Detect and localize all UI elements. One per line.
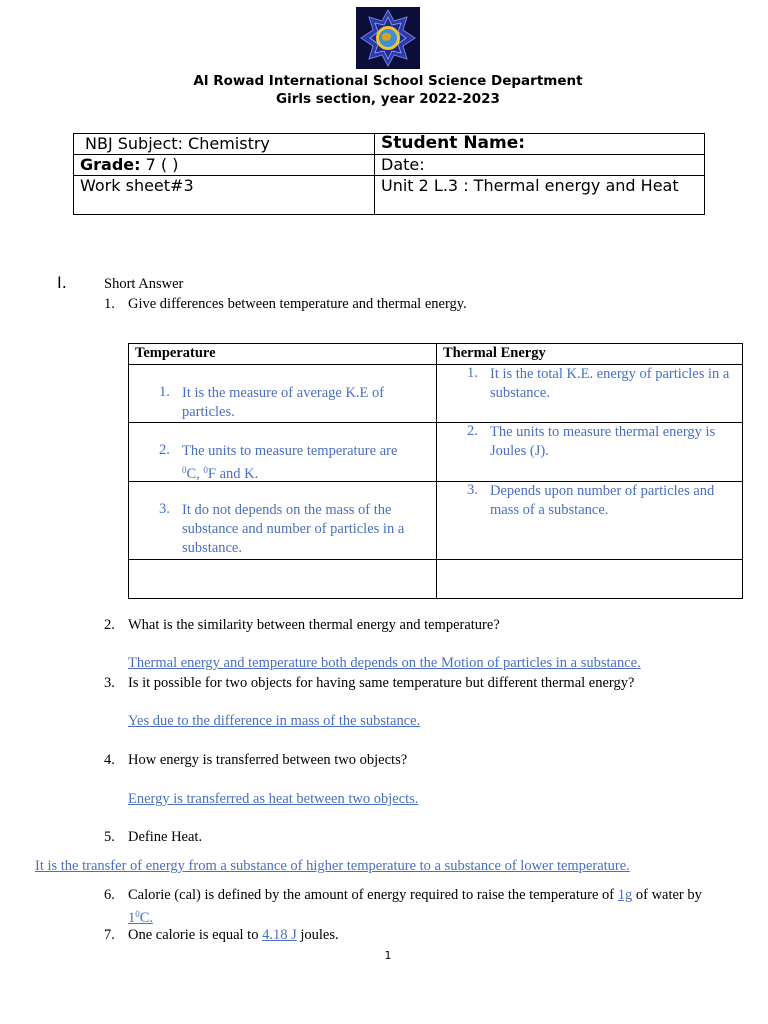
grade-label: Grade: <box>80 155 141 174</box>
grade-cell <box>74 155 375 176</box>
t1-number: 1. <box>159 384 170 400</box>
q5-number: 5. <box>104 829 115 845</box>
q3-text: Is it possible for two objects for having same temperature but different thermal energy? <box>128 675 635 691</box>
q5-text: Define Heat. <box>128 829 203 845</box>
e1-text: It is the total K.E. energy of particles in a substance. <box>490 366 730 401</box>
subject-text: NBJ Subject: Chemistry <box>85 134 270 153</box>
e1-number: 1. <box>467 365 478 381</box>
empty-cell-left <box>129 560 437 599</box>
student-name-label: Student Name: <box>375 134 705 155</box>
school-logo <box>356 7 420 69</box>
t3-number: 3. <box>159 501 170 517</box>
energy-row-3 <box>437 482 743 560</box>
e3-number: 3. <box>467 482 478 498</box>
q7-number: 7. <box>104 927 115 943</box>
q7-text-a: One calorie is equal to <box>128 927 263 943</box>
q4-answer: Energy is transferred as heat between two objects. <box>128 791 419 807</box>
q7-text <box>128 926 339 945</box>
q6-blank-temp <box>128 905 153 928</box>
q6-temp-value: 1 <box>128 910 136 926</box>
q1-number: 1. <box>104 296 115 312</box>
t2-degree-1: 0 <box>182 465 187 475</box>
empty-cell-right <box>437 560 743 599</box>
q6-temp-unit: C. <box>139 910 154 926</box>
q2-number: 2. <box>104 617 115 633</box>
grade-value: 7 ( ) <box>145 155 179 174</box>
unit-label: Unit 2 L.3 : Thermal energy and Heat <box>375 176 705 215</box>
t2-celsius: C, <box>186 466 204 482</box>
subject-cell <box>74 134 375 155</box>
school-name: Al Rowad International School Science Department <box>193 73 583 89</box>
q6-text <box>128 886 748 905</box>
q1-text: Give differences between temperature and thermal energy. <box>128 296 467 312</box>
q6-blank-mass: 1g <box>617 887 633 903</box>
section-title: Short Answer <box>104 276 184 292</box>
energy-row-2 <box>437 423 743 482</box>
q6-number: 6. <box>104 887 115 903</box>
q3-answer: Yes due to the difference in mass of the substance. <box>128 713 421 729</box>
q7-blank: 4.18 J <box>262 927 297 943</box>
temp-row-3 <box>129 482 437 560</box>
q4-number: 4. <box>104 752 115 768</box>
q4-text: How energy is transferred between two objects? <box>128 752 408 768</box>
info-table <box>73 133 705 215</box>
q2-answer: Thermal energy and temperature both depends on the Motion of particles in a substance. <box>128 655 641 671</box>
section-numeral: I. <box>57 273 67 292</box>
e2-number: 2. <box>467 423 478 439</box>
date-label: Date: <box>375 155 705 176</box>
q7-text-b: joules. <box>296 927 339 943</box>
page-number: 1 <box>384 949 392 962</box>
t2-text <box>182 442 422 484</box>
q6-text-b: of water by <box>632 887 702 903</box>
q2-text: What is the similarity between thermal energy and temperature? <box>128 617 500 633</box>
energy-row-1 <box>437 365 743 423</box>
temp-row-2 <box>129 423 437 482</box>
temp-row-1 <box>129 365 437 423</box>
t2-number: 2. <box>159 442 170 458</box>
e2-text: The units to measure thermal energy is Joules (J). <box>490 424 716 459</box>
differences-table <box>128 343 743 599</box>
t1-text: It is the measure of average K.E of particles. <box>182 385 385 420</box>
t2-line1: The units to measure temperature are <box>182 443 398 459</box>
worksheet-label: Work sheet#3 <box>74 176 375 215</box>
t3-text: It do not depends on the mass of the substance and number of particles in a substance. <box>182 502 405 556</box>
q6-degree: 0 <box>135 909 140 919</box>
thermal-energy-header: Thermal Energy <box>437 344 743 365</box>
q3-number: 3. <box>104 675 115 691</box>
q5-answer: It is the transfer of energy from a substance of higher temperature to a substance of lower temperature. <box>35 858 630 874</box>
t2-degree-2: 0 <box>203 465 208 475</box>
section-year: Girls section, year 2022-2023 <box>276 91 500 107</box>
temperature-header: Temperature <box>129 344 437 365</box>
e3-text: Depends upon number of particles and mass of a substance. <box>490 483 715 518</box>
t2-fahrenheit-kelvin: F and K. <box>207 466 259 482</box>
q6-text-a: Calorie (cal) is defined by the amount of energy required to raise the temperature of <box>128 887 618 903</box>
